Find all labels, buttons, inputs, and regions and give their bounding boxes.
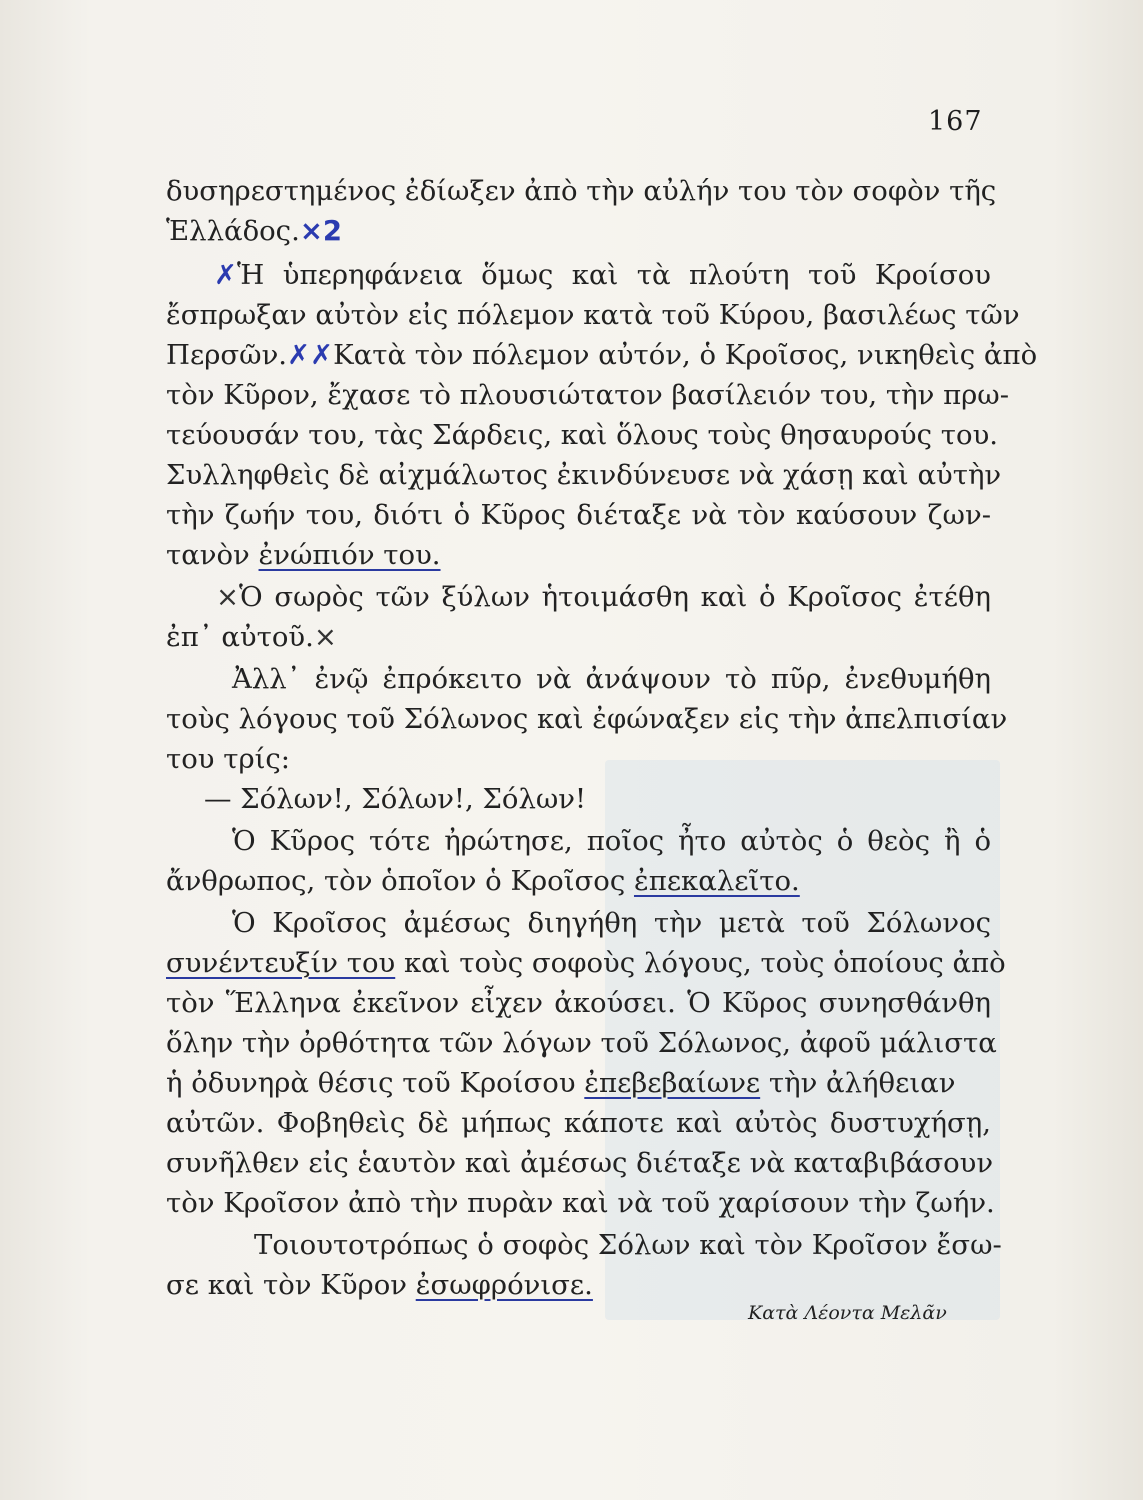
handwritten-mark: × <box>313 621 337 653</box>
text-line: — Σόλων!, Σόλων!, Σόλων! <box>204 783 587 815</box>
text-line: Ἑλλάδος.×2 <box>166 215 343 247</box>
text-line: ἡ ὀδυνηρὰ θέσις τοῦ Κροίσου ἐπεβεβαίωνε τὴν ἀλήθειαν <box>166 1067 956 1099</box>
text-line: συνέντευξίν του καὶ τοὺς σοφοὺς λόγους, τοὺς ὁποίους ἀπὸ <box>166 947 1006 979</box>
underlined-phrase: συνέντευξίν του <box>166 947 396 979</box>
text-line: ὅλην τὴν ὀρθότητα τῶν λόγων τοῦ Σόλωνος, ἀφοῦ μάλιστα <box>166 1027 997 1059</box>
handwritten-mark: × <box>216 581 240 613</box>
page-number: 167 <box>928 106 983 137</box>
text-line: τανὸν ἐνώπιόν του. <box>166 539 441 571</box>
text-line: ×Ὁ σωρὸς τῶν ξύλων ἡτοιμάσθη καὶ ὁ Κροῖσος ἐτέθη <box>216 581 991 613</box>
author-attribution: Κατὰ Λέοντα Μελᾶν <box>748 1302 947 1324</box>
text-line: τὸν Κροῖσον ἀπὸ τὴν πυρὰν καὶ νὰ τοῦ χαρίσουν τὴν ζωήν. <box>166 1187 995 1219</box>
text-line: Συλληφθεὶς δὲ αἰχμάλωτος ἐκινδύνευσε νὰ χάσῃ καὶ αὐτὴν <box>166 459 1002 491</box>
text-line: ἐπ᾿ αὐτοῦ.× <box>166 621 337 653</box>
text-line: δυσηρεστημένος ἐδίωξεν ἀπὸ τὴν αὐλήν του τὸν σοφὸν τῆς <box>166 175 997 207</box>
handwritten-mark: ✗ <box>214 259 238 291</box>
text-line: τὸν Κῦρον, ἔχασε τὸ πλουσιώτατον βασίλειόν του, τὴν πρω- <box>166 379 1010 411</box>
underlined-phrase: ἐπεκαλεῖτο. <box>633 865 800 897</box>
underlined-phrase: ἐσωφρόνισε. <box>415 1269 593 1301</box>
handwritten-mark: ✗✗ <box>287 339 334 371</box>
text-line: Ὁ Κροῖσος ἀμέσως διηγήθη τὴν μετὰ τοῦ Σόλωνος <box>232 907 991 939</box>
underlined-phrase: ἐνώπιόν του. <box>258 539 441 571</box>
text-line: ✗Ἡ ὑπερηφάνεια ὅμως καὶ τὰ πλούτη τοῦ Κροίσου <box>214 259 991 291</box>
text-line: του τρίς: <box>166 743 291 775</box>
text-line: τεύουσάν του, τὰς Σάρδεις, καὶ ὅλους τοὺς θησαυρούς του. <box>166 419 999 451</box>
text-line: αὐτῶν. Φοβηθεὶς δὲ μήπως κάποτε καὶ αὐτὸς δυστυχήσῃ, <box>166 1107 991 1139</box>
text-line: Περσῶν.✗✗Κατὰ τὸν πόλεμον αὐτόν, ὁ Κροῖσος, νικηθεὶς ἀπὸ <box>166 339 1038 371</box>
handwritten-mark: ×2 <box>299 215 343 247</box>
text-line: τοὺς λόγους τοῦ Σόλωνος καὶ ἐφώναξεν εἰς τὴν ἀπελπισίαν <box>166 703 1008 735</box>
text-line: ἔσπρωξαν αὐτὸν εἰς πόλεμον κατὰ τοῦ Κύρου, βασιλέως τῶν <box>166 299 1020 331</box>
text-line: Ἀλλ᾿ ἐνῷ ἐπρόκειτο νὰ ἀνάψουν τὸ πῦρ, ἐνεθυμήθη <box>232 663 991 695</box>
text-line: τὴν ζωήν του, διότι ὁ Κῦρος διέταξε νὰ τὸν καύσουν ζων- <box>166 499 991 531</box>
text-line: σε καὶ τὸν Κῦρον ἐσωφρόνισε. <box>166 1269 593 1301</box>
text-line: Ὁ Κῦρος τότε ἠρώτησε, ποῖος ἦτο αὐτὸς ὁ θεὸς ἢ ὁ <box>232 825 991 857</box>
text-line: Τοιουτοτρόπως ὁ σοφὸς Σόλων καὶ τὸν Κροῖσον ἔσω- <box>254 1229 1002 1261</box>
text-line: ἄνθρωπος, τὸν ὁποῖον ὁ Κροῖσος ἐπεκαλεῖτο. <box>166 865 800 897</box>
text-line: τὸν Ἕλληνα ἐκεῖνον εἶχεν ἀκούσει. Ὁ Κῦρος συνησθάνθη <box>166 987 991 1019</box>
underlined-phrase: ἐπεβεβαίωνε <box>584 1067 761 1099</box>
text-line: συνῆλθεν εἰς ἑαυτὸν καὶ ἀμέσως διέταξε νὰ καταβιβάσουν <box>166 1147 994 1179</box>
